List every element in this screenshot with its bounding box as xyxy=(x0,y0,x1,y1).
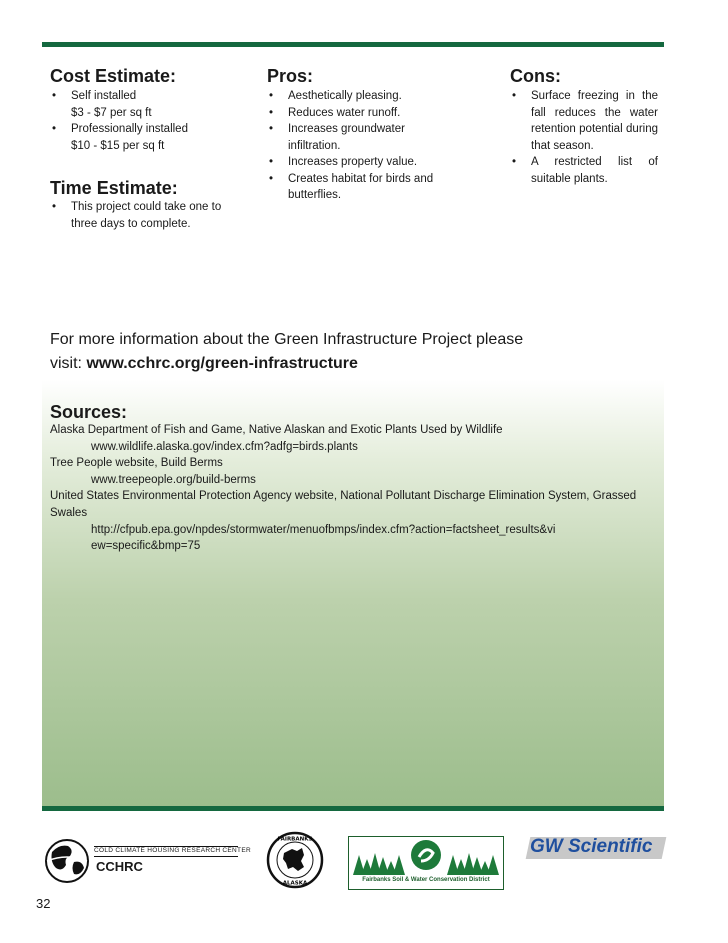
list-item: • Surface freezing in the fall reduces the water retention potential during that season. xyxy=(510,88,658,154)
fswcd-logo xyxy=(348,836,504,890)
list-item: • Self installed $3 - $7 per sq ft xyxy=(50,88,230,121)
cost-estimate-heading: Cost Estimate: xyxy=(50,66,177,86)
cchrc-logo xyxy=(44,836,251,888)
gw-scientific-logo xyxy=(524,835,666,863)
sources-list xyxy=(50,422,662,555)
tree-line-icon xyxy=(349,837,503,877)
cchrc-full-name: COLD CLIMATE HOUSING RESEARCH CENTER xyxy=(94,847,251,854)
list-item: • Creates habitat for birds and butterflies. xyxy=(267,171,443,204)
time-estimate-heading: Time Estimate: xyxy=(50,178,178,198)
list-item: • A restricted list of suitable plants. xyxy=(510,154,658,187)
pros-list xyxy=(267,88,443,204)
list-item: • This project could take one to three days to complete. xyxy=(50,199,228,232)
list-item: • Reduces water runoff. xyxy=(267,105,443,122)
project-url-link[interactable]: www.cchrc.org/green-infrastructure xyxy=(86,355,358,372)
source-title: United States Environmental Protection Agency website, National Pollutant Discharge Elimination System, Grassed Swales xyxy=(50,490,637,519)
pros-heading: Pros: xyxy=(267,66,314,86)
list-item: • Professionally installed $10 - $15 per sq ft xyxy=(50,121,230,154)
source-link[interactable]: http://cfpub.epa.gov/npdes/stormwater/menuofbmps/index.cfm?action=factsheet_results&view=specific&bmp=75 xyxy=(91,523,556,553)
top-rule xyxy=(42,42,664,47)
cons-list xyxy=(510,88,658,187)
gw-scientific-text: GW Scientific xyxy=(530,836,653,857)
list-item: • Aesthetically pleasing. xyxy=(267,88,443,105)
cons-heading: Cons: xyxy=(510,66,561,86)
cchrc-abbr: CCHRC xyxy=(96,859,143,874)
source-link[interactable]: www.treepeople.org/build-berms xyxy=(91,473,256,486)
visit-label: visit: xyxy=(50,355,82,372)
sources-heading: Sources: xyxy=(50,402,128,422)
city-of-fairbanks-seal xyxy=(266,831,324,889)
cost-estimate-list xyxy=(50,88,230,154)
list-item: • Increases groundwater infiltration. xyxy=(267,121,443,154)
more-info-line: For more information about the Green Infrastructure Project please xyxy=(50,331,524,348)
fairbanks-seal-icon xyxy=(266,831,324,889)
svg-text:ALASKA: ALASKA xyxy=(282,880,308,887)
bottom-rule xyxy=(42,806,664,811)
source-link[interactable]: www.wildlife.alaska.gov/index.cfm?adfg=birds.plants xyxy=(91,440,358,453)
source-title: Tree People website, Build Berms xyxy=(50,457,223,470)
time-estimate-list xyxy=(50,199,228,232)
page-number: 32 xyxy=(36,896,51,911)
list-item: • Increases property value. xyxy=(267,154,443,171)
more-info-text xyxy=(50,328,610,376)
fswcd-caption: Fairbanks Soil & Water Conservation District xyxy=(362,877,490,883)
svg-text:FAIRBANKS: FAIRBANKS xyxy=(277,836,313,843)
source-title: Alaska Department of Fish and Game, Native Alaskan and Exotic Plants Used by Wildlife xyxy=(50,424,503,436)
cchrc-globe-icon xyxy=(44,838,90,884)
